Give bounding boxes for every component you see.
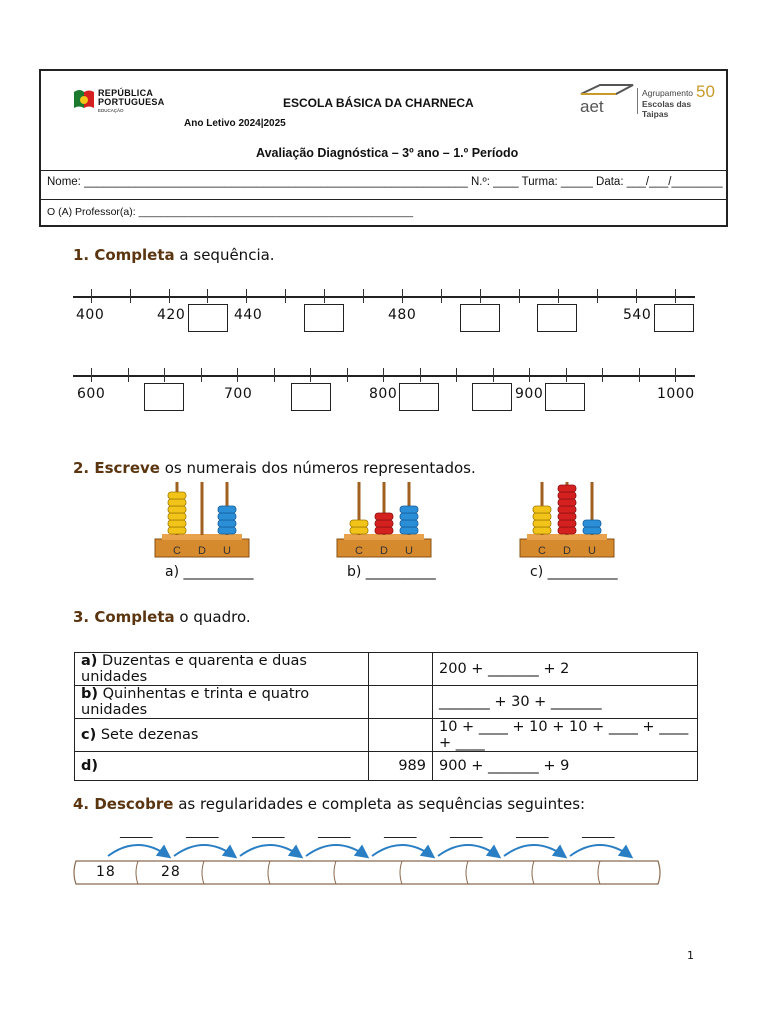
answer-box[interactable] [144, 383, 184, 411]
number-line-1-label: 400 [76, 307, 105, 323]
school-name: ESCOLA BÁSICA DA CHARNECA [283, 96, 474, 110]
question-1-text: a sequência. [174, 246, 275, 264]
number-line-1-label: 540 [623, 307, 652, 323]
page-number: 1 [687, 949, 694, 962]
number-line-2-label: 1000 [657, 386, 695, 402]
sequence-blank-cell[interactable] [474, 862, 529, 882]
abacus-b [334, 480, 434, 560]
gov-logo-line3: EDUCAÇÃO [98, 108, 124, 113]
question-3-number: 3. Completa [73, 608, 175, 626]
abacus-b-answer[interactable]: b) __________ [347, 564, 436, 580]
answer-box[interactable] [654, 304, 694, 332]
question-2-heading [73, 459, 476, 477]
school-year: Ano Letivo 2024|2025 [184, 118, 286, 129]
abacus-u-label: U [223, 545, 231, 557]
expression-cell[interactable]: 200 + _______ + 2 [433, 653, 698, 686]
question-3-heading [73, 608, 251, 626]
gov-logo-line1: REPÚBLICA [98, 88, 154, 98]
description-cell[interactable]: d) [75, 752, 369, 781]
answer-box[interactable] [545, 383, 585, 411]
answer-box[interactable] [399, 383, 439, 411]
arrow-icon [108, 845, 630, 856]
description-cell: a) Duzentas e quarenta e duas unidades [75, 653, 369, 686]
sequence-blank-cell[interactable] [540, 862, 595, 882]
answer-box[interactable] [304, 304, 344, 332]
rule-blank[interactable]: _____ [252, 824, 285, 839]
rule-blank[interactable]: _____ [120, 824, 153, 839]
abacus-u-label: U [588, 545, 596, 557]
rule-blank[interactable]: _____ [582, 824, 615, 839]
answer-box[interactable] [188, 304, 228, 332]
number-line-1-label: 480 [388, 307, 417, 323]
number-cell[interactable] [369, 686, 433, 719]
abacus-a [152, 480, 252, 560]
sequence-blank-cell[interactable] [606, 862, 656, 882]
number-cell[interactable] [369, 719, 433, 752]
question-4-heading [73, 795, 585, 813]
agrupamento-name: Escolas das Taipas [642, 99, 692, 119]
number-line-1-label: 420 [157, 307, 186, 323]
abacus-c-label: C [538, 545, 546, 557]
agrupamento-label: Agrupamento [642, 88, 694, 98]
completion-table [74, 652, 698, 781]
rule-blank[interactable]: _____ [186, 824, 219, 839]
student-name-line: Nome: ____________________________________________________________ N.º: ____ Turma: _____ Data: ___/___/________ [47, 176, 723, 188]
aet-logo [578, 82, 718, 118]
abacus-u-label: U [405, 545, 413, 557]
question-4-number: 4. Descobre [73, 795, 174, 813]
agrupamento-badge: 50 [696, 82, 715, 101]
abacus-c [517, 480, 617, 560]
answer-box[interactable] [537, 304, 577, 332]
sequence-value: 18 [96, 864, 116, 880]
number-line-2-label: 900 [515, 386, 544, 402]
question-1-number: 1. Completa [73, 246, 175, 264]
evaluation-title: Avaliação Diagnóstica – 3º ano – 1.º Período [256, 146, 519, 160]
expression-cell[interactable]: 900 + _______ + 9 [433, 752, 698, 781]
abacus-a-answer[interactable]: a) __________ [165, 564, 254, 580]
number-line-1-label: 440 [234, 307, 263, 323]
number-line-1 [73, 296, 695, 298]
answer-box[interactable] [472, 383, 512, 411]
abacus-c-label: C [173, 545, 181, 557]
flag-icon [72, 88, 96, 110]
abacus-c-label: C [355, 545, 363, 557]
sequence-blank-cell[interactable] [210, 862, 265, 882]
rule-blank[interactable]: _____ [516, 824, 549, 839]
expression-cell[interactable]: 10 + ____ + 10 + 10 + ____ + ____ + ____ [433, 719, 698, 752]
answer-box[interactable] [291, 383, 331, 411]
table-row [75, 686, 698, 719]
sequence-blank-cell[interactable] [276, 862, 331, 882]
government-logo [72, 88, 172, 118]
description-cell: c) Sete dezenas [75, 719, 369, 752]
abacus-c-answer[interactable]: c) __________ [530, 564, 618, 580]
sequence-blank-cell[interactable] [342, 862, 397, 882]
number-cell[interactable] [369, 653, 433, 686]
sequence-value: 28 [161, 864, 181, 880]
expression-cell[interactable]: _______ + 30 + _______ [433, 686, 698, 719]
table-row [75, 719, 698, 752]
abacus-d-label: D [563, 545, 571, 557]
question-2-text: os numerais dos números representados. [159, 459, 476, 477]
aet-logo-text: aet [580, 97, 604, 116]
rule-blank[interactable]: _____ [450, 824, 483, 839]
table-row [75, 653, 698, 686]
abacus-d-label: D [198, 545, 206, 557]
description-cell: b) Quinhentas e trinta e quatro unidades [75, 686, 369, 719]
question-3-text: o quadro. [174, 608, 251, 626]
gov-logo-line2: PORTUGUESA [98, 97, 165, 107]
rule-blank[interactable]: _____ [318, 824, 351, 839]
question-1-heading [73, 246, 275, 264]
answer-box[interactable] [460, 304, 500, 332]
teacher-line: O (A) Professor(a): _______________________________________________ [47, 206, 414, 218]
sequence-blank-cell[interactable] [408, 862, 463, 882]
rule-blank[interactable]: _____ [384, 824, 417, 839]
number-line-2-label: 800 [369, 386, 398, 402]
question-2-number: 2. Escreve [73, 459, 160, 477]
table-row [75, 752, 698, 781]
abacus-d-label: D [380, 545, 388, 557]
number-line-2-label: 700 [224, 386, 253, 402]
number-cell: 989 [369, 752, 433, 781]
question-4-text: as regularidades e completa as sequências seguintes: [173, 795, 586, 813]
number-line-2-label: 600 [77, 386, 106, 402]
